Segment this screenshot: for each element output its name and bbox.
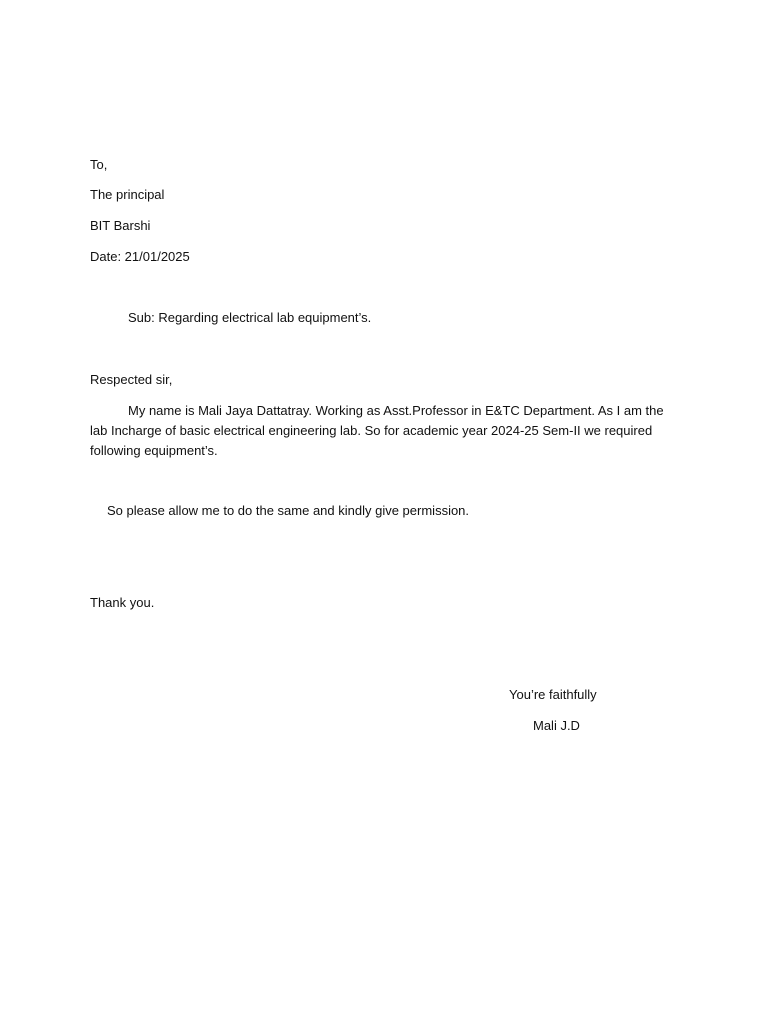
address-to: To, bbox=[90, 157, 108, 172]
subject-line: Sub: Regarding electrical lab equipment’s. bbox=[128, 310, 372, 325]
letter-date: Date: 21/01/2025 bbox=[90, 249, 190, 264]
salutation: Respected sir, bbox=[90, 372, 173, 387]
recipient-title: The principal bbox=[90, 187, 165, 202]
signature-name: Mali J.D bbox=[533, 718, 580, 733]
institution-name: BIT Barshi bbox=[90, 218, 151, 233]
request-paragraph: So please allow me to do the same and kindly give permission. bbox=[107, 503, 470, 518]
thank-you-line: Thank you. bbox=[90, 595, 155, 610]
body-paragraph: My name is Mali Jaya Dattatray. Working as Asst.Professor in E&TC Department. As I am the lab Incharge of basic electrical engineering lab. So for academic year 2024-25 Sem-II we required following equipment’s. bbox=[90, 403, 664, 458]
closing-line: You’re faithfully bbox=[509, 687, 597, 702]
